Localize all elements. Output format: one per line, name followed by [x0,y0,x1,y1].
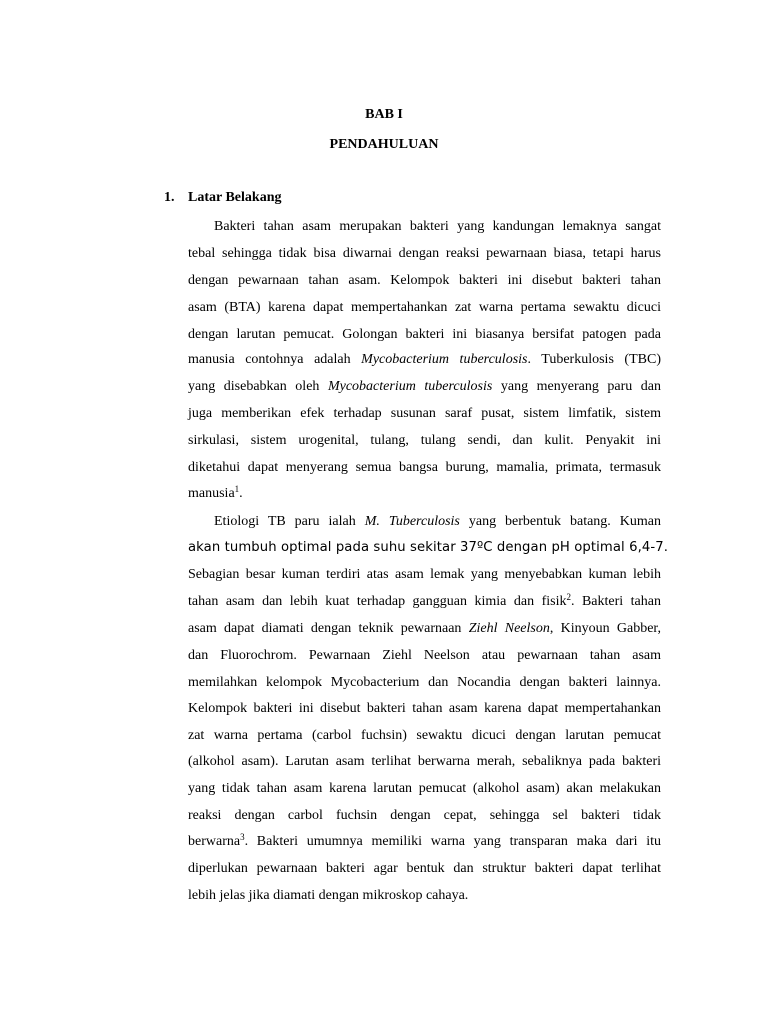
paragraph-2-line-6: dan Fluorochrom. Pewarnaan Ziehl Neelson atau pewarnaan tahan asam [188,648,661,663]
text-run: Etiologi TB paru ialah [214,514,365,529]
paragraph-2-line-7: memilahkan kelompok Mycobacterium dan Nocandia dengan bakteri lainnya. [188,675,661,690]
text-run: . Tuberkulosis (TBC) [527,352,661,367]
text-run: yang berbentuk batang. Kuman [459,514,661,529]
paragraph-1-line-11 [188,485,661,503]
section-heading [164,190,281,206]
method-name: Ziehl Neelson [468,621,550,636]
footnote-marker: 3 [240,832,245,842]
chapter-label: BAB I [365,107,403,122]
paragraph-1-line-5: dengan larutan pemucat. Golongan bakteri ini biasanya bersifat patogen pada [188,327,661,342]
paragraph-1-line-9: sirkulasi, sistem urogenital, tulang, tulang sendi, dan kulit. Penyakit ini [188,433,661,448]
paragraph-2-line-2: akan tumbuh optimal pada suhu sekitar 37ºC dengan pH optimal 6,4-7. [188,540,669,555]
text-run: . [239,486,243,501]
text-run: asam dapat diamati dengan teknik pewarnaan [188,621,469,636]
paragraph-2-line-14: diperlukan pewarnaan bakteri agar bentuk dan struktur bakteri dapat terlihat [188,861,661,876]
text-run: . Bakteri tahan [570,594,661,609]
paragraph-2-line-11: yang tidak tahan asam karena larutan pemucat (alkohol asam) akan melakukan [188,781,661,796]
species-name: M. Tuberculosis [364,514,460,529]
paragraph-1-line-2: tebal sehingga tidak bisa diwarnai dengan reaksi pewarnaan biasa, tetapi harus [188,246,661,261]
text-run: manusia [188,486,235,501]
paragraph-2-line-3: Sebagian besar kuman terdiri atas asam lemak yang menyebabkan kuman lebih [188,567,661,582]
paragraph-2-line-8: Kelompok bakteri ini disebut bakteri tahan asam karena dapat mempertahankan [188,701,661,716]
text-run: yang menyerang paru dan [492,379,662,394]
text-run: manusia contohnya adalah [188,352,362,367]
species-name: Mycobacterium tuberculosis [327,379,493,394]
chapter-title: PENDAHULUAN [329,137,439,152]
footnote-marker: 1 [234,484,240,494]
text-run: , Kinyoun Gabber, [549,621,662,636]
footnote-marker: 2 [566,592,571,602]
paragraph-1-line-7 [188,378,661,396]
paragraph-1-line-6 [188,351,661,369]
paragraph-1-line-4: asam (BTA) karena dapat mempertahankan zat warna pertama sewaktu dicuci [188,300,661,315]
paragraph-1-line-8: juga memberikan efek terhadap susunan saraf pusat, sistem limfatik, sistem [188,406,661,421]
text-run: yang disebabkan oleh [188,379,328,394]
paragraph-2-line-1 [214,513,661,531]
text-run: berwarna [188,834,241,849]
section-number: 1. [164,190,175,205]
paragraph-2-line-9: zat warna pertama (carbol fuchsin) sewaktu dicuci dengan larutan pemucat [188,728,661,743]
paragraph-1-line-3: dengan pewarnaan tahan asam. Kelompok bakteri ini disebut bakteri tahan [188,273,661,288]
text-run: tahan asam dan lebih kuat terhadap gangguan kimia dan fisik [188,594,567,609]
paragraph-2-line-4 [188,593,661,611]
paragraph-2-line-5 [188,620,661,638]
paragraph-1-line-1: Bakteri tahan asam merupakan bakteri yang kandungan lemaknya sangat [214,219,661,234]
section-title: Latar Belakang [188,190,282,205]
text-run: . Bakteri umumnya memiliki warna yang transparan maka dari itu [244,834,661,849]
paragraph-2-line-15: lebih jelas jika diamati dengan mikroskop cahaya. [188,888,469,903]
paragraph-2-line-13 [188,833,661,851]
paragraph-2-line-12: reaksi dengan carbol fuchsin dengan cepat, sehingga sel bakteri tidak [188,808,661,823]
species-name: Mycobacterium tuberculosis [361,352,528,367]
paragraph-2-line-10: (alkohol asam). Larutan asam terlihat berwarna merah, sebaliknya pada bakteri [188,754,661,769]
paragraph-1-line-10: diketahui dapat menyerang semua bangsa burung, mamalia, primata, termasuk [188,460,661,475]
